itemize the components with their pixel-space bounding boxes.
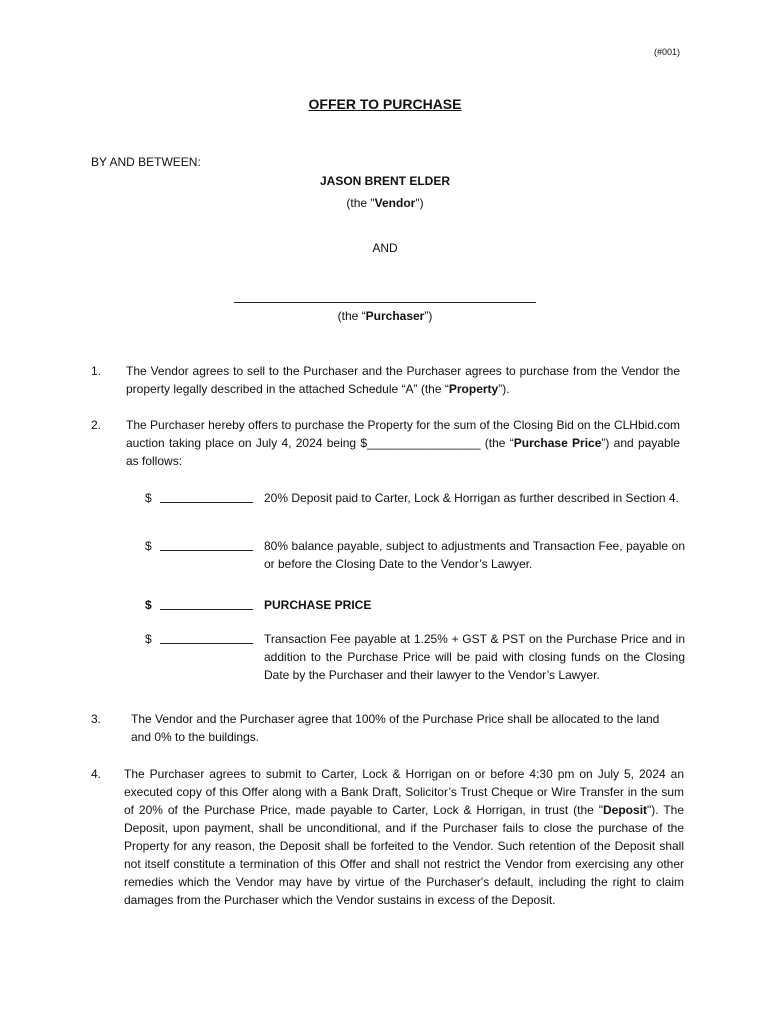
- clause-text-part: "). The Deposit, upon payment, shall be unconditional, and if the Purchaser fails to close the purchase of the Property for any reason, the Deposit shall be forfeited to the Vendor. Such retention of the Deposit shall not itself constitute a termination of this Offer and shall not restrict the Vendor from exercising any other remedies which the Vendor may have by virtue of the Purchaser's default, including the right to claim damages from the Purchaser which the Vendor sustains in excess of the Deposit.: [124, 803, 684, 907]
- payment-description: 20% Deposit paid to Carter, Lock & Horrigan as further described in Section 4.: [264, 491, 679, 505]
- document-title-text: OFFER TO PURCHASE: [308, 96, 462, 112]
- clause-text: [124, 765, 684, 909]
- amount-blank[interactable]: [160, 550, 253, 551]
- amount-blank[interactable]: [160, 502, 253, 503]
- purchaser-name-line[interactable]: [234, 302, 536, 303]
- dollar-sign: $: [145, 598, 152, 612]
- payment-description: 80% balance payable, subject to adjustments and Transaction Fee, payable on or before the Closing Date to the Vendor’s Lawyer.: [264, 539, 685, 571]
- document-number: (#001): [653, 47, 680, 57]
- dollar-sign: $: [145, 491, 152, 505]
- clause-text-part: The Purchaser hereby offers to purchase the Property for the sum of the Closing Bid on the CLHbid.com auction taking place on July 4, 2024 being $_________________ (the “: [126, 418, 680, 450]
- and-label: AND: [372, 241, 398, 255]
- amount-blank[interactable]: [160, 643, 253, 644]
- clause-text: [126, 416, 680, 470]
- purchaser-role-prefix: (the “: [337, 309, 366, 323]
- clause-number: 1.: [91, 364, 102, 378]
- vendor-role-term: Vendor: [374, 196, 416, 210]
- defined-term: Deposit: [603, 803, 648, 817]
- defined-term: Purchase Price: [513, 436, 602, 450]
- clause-text: The Vendor and the Purchaser agree that 100% of the Purchase Price shall be allocated to the land and 0% to the buildings.: [131, 712, 660, 744]
- between-label: BY AND BETWEEN:: [91, 155, 201, 169]
- clause-text-part: ”) and payable as follows:: [126, 436, 681, 468]
- vendor-name: JASON BRENT ELDER: [319, 174, 450, 188]
- dollar-sign: $: [145, 539, 152, 553]
- clause-number: 3.: [91, 712, 102, 726]
- purchaser-role-term: Purchaser: [365, 309, 425, 323]
- document-title: [0, 96, 770, 112]
- payment-description: PURCHASE PRICE: [264, 598, 372, 612]
- clause-text-part: The Vendor agrees to sell to the Purchaser and the Purchaser agrees to purchase from the Vendor the property legally described in the attached Schedule “A” (the “: [126, 364, 680, 396]
- vendor-role: [0, 196, 770, 210]
- clause-text: [126, 362, 680, 398]
- amount-blank[interactable]: [160, 609, 253, 610]
- clause-number: 2.: [91, 418, 102, 432]
- purchaser-role-suffix: ”): [424, 309, 433, 323]
- clause-number: 4.: [91, 767, 102, 781]
- vendor-role-suffix: "): [415, 196, 424, 210]
- vendor-role-prefix: (the ": [346, 196, 375, 210]
- purchaser-role: [0, 309, 770, 323]
- clause-text-part: The Purchaser agrees to submit to Carter, Lock & Horrigan on or before 4:30 pm on July 5, 2024 an executed copy of this Offer along with a Bank Draft, Solicitor’s Trust Cheque or Wire Transfer in the sum of 20% of the Purchase Price, made payable to Carter, Lock & Horrigan, in trust (the ": [124, 767, 684, 817]
- payment-description: Transaction Fee payable at 1.25% + GST & PST on the Purchase Price and in addition to the Purchase Price will be paid with closing funds on the Closing Date by the Purchaser and their lawyer to the Vendor’s Lawyer.: [264, 632, 685, 682]
- clause-text-part: ”).: [498, 382, 510, 396]
- defined-term: Property: [448, 382, 499, 396]
- dollar-sign: $: [145, 632, 152, 646]
